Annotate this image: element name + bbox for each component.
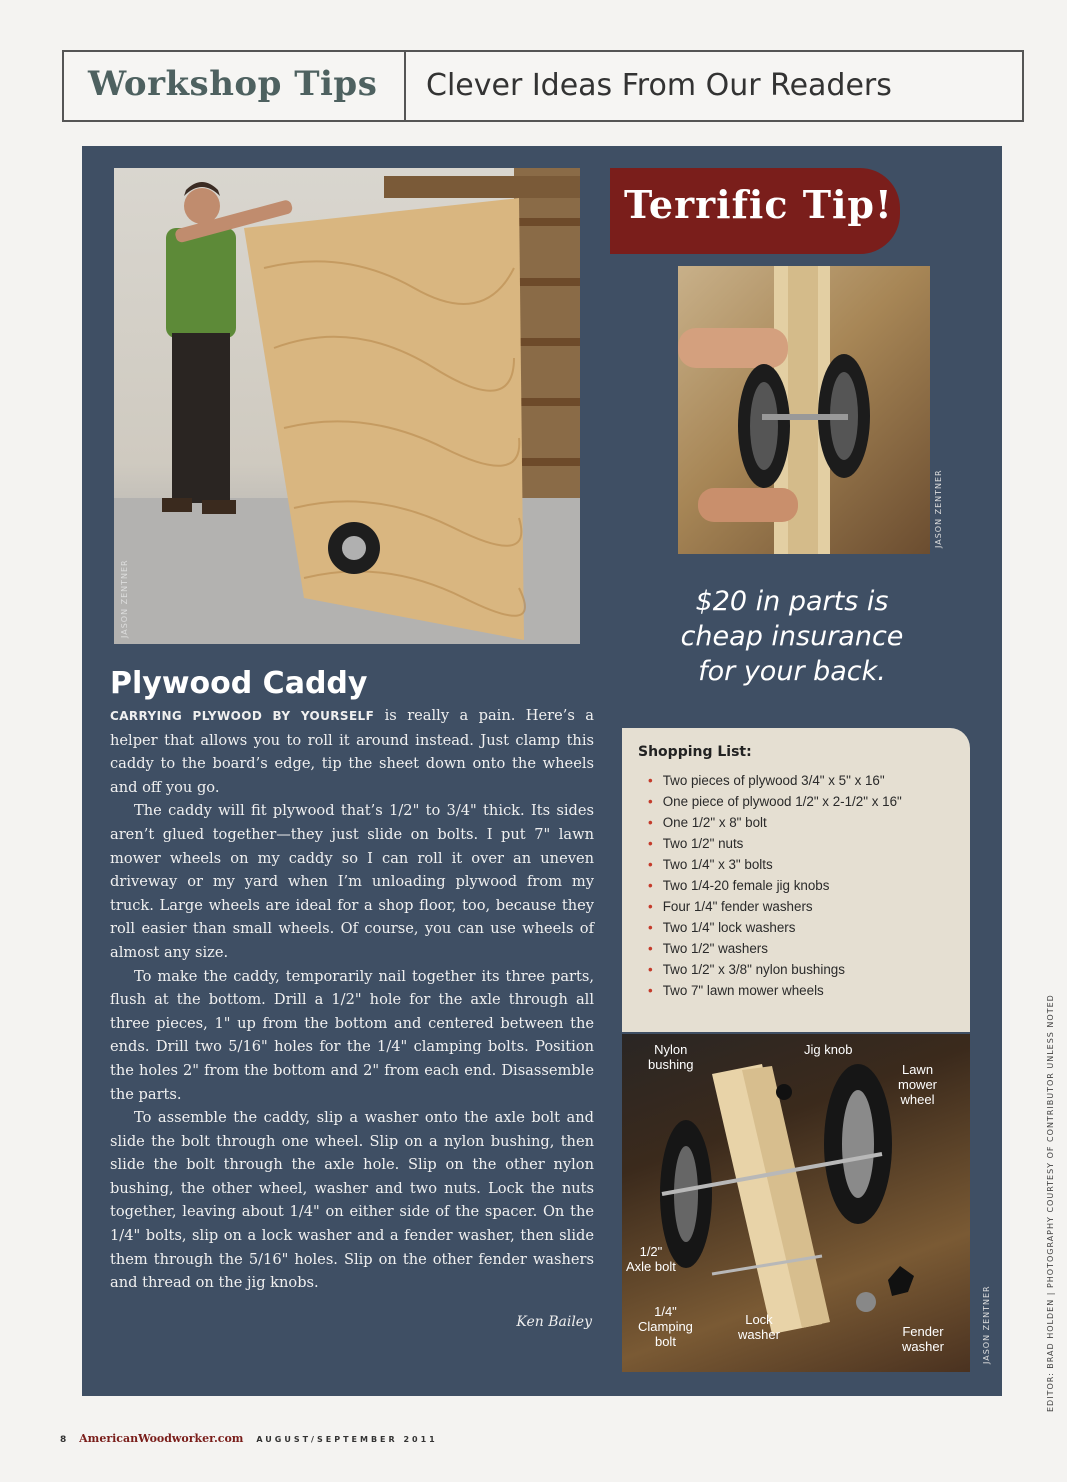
callout-line: bushing xyxy=(648,1057,694,1072)
callout-lawn-mower-wheel xyxy=(898,1062,937,1107)
list-item: • Two 1/4-20 female jig knobs xyxy=(648,875,902,896)
pull-quote-line: cheap insurance xyxy=(680,621,904,652)
list-item: • Two 1/2" x 3/8" nylon bushings xyxy=(648,959,902,980)
page-footer xyxy=(60,1432,438,1445)
main-photo xyxy=(114,168,580,644)
callout-clamping-bolt xyxy=(638,1304,693,1349)
callout-line: Axle bolt xyxy=(626,1259,676,1274)
callout-line: 1/2" xyxy=(639,1244,663,1259)
list-item: • One piece of plywood 1/2" x 2-1/2" x 16" xyxy=(648,791,902,812)
photo-credit: JASON ZENTNER xyxy=(120,559,129,638)
callout-line: Lawn xyxy=(901,1062,934,1077)
pull-quote-line: $20 in parts is xyxy=(695,586,889,617)
man-with-plywood-illustration xyxy=(114,168,580,644)
terrific-tip-banner xyxy=(610,168,900,254)
list-item: • Two 7" lawn mower wheels xyxy=(648,980,902,1001)
photo-credit: JASON ZENTNER xyxy=(982,1285,991,1364)
parts-photo xyxy=(622,1034,991,1372)
callout-line: washer xyxy=(902,1339,944,1354)
pull-quote xyxy=(642,584,942,689)
article-title: Plywood Caddy xyxy=(110,666,368,701)
paragraph: To assemble the caddy, slip a washer onto the axle bolt and slide the bolt through one wheel. Slip on a nylon bushing, then slide the bolt through the axle hole. Slip on the other nylon bushing, the other wheel, washer and two nuts. Lock the nuts together, leaving about 1/4" on either side of the spacer. On the 1/4" bolts, slip on a lock washer and a fender washer, then slide them through the 5/16" holes. Slip on the other fender washers and thread on the jig knobs. xyxy=(110,1109,594,1292)
list-item: • Two pieces of plywood 3/4" x 5" x 16" xyxy=(648,770,902,791)
paragraph xyxy=(110,704,594,799)
section-label-box xyxy=(64,52,406,120)
detail-photo xyxy=(678,266,943,554)
section-title: Workshop Tips xyxy=(88,64,378,104)
callout-lock-washer xyxy=(738,1312,780,1342)
callout-nylon-bushing xyxy=(648,1042,694,1072)
byline: Ken Bailey xyxy=(516,1314,592,1330)
photo-credit: JASON ZENTNER xyxy=(934,469,943,548)
shopping-list-title: Shopping List: xyxy=(638,744,752,760)
list-item: • Two 1/4" x 3" bolts xyxy=(648,854,902,875)
article-panel xyxy=(82,146,1002,1396)
paragraph: To make the caddy, temporarily nail together its three parts, flush at the bottom. Drill a 1/2" hole for the axle through all three pieces, 1" up from the bottom and centered between the ends. Drill two 5/16" holes for the 1/4" clamping bolts. Position the holes 2" from the bottom and 2" from each end. Disassemble the parts. xyxy=(110,967,594,1103)
shopping-list xyxy=(648,770,902,1001)
shopping-list-box xyxy=(622,728,970,1032)
callout-line: washer xyxy=(738,1327,780,1342)
callout-line: Lock xyxy=(745,1312,773,1327)
callout-line: Fender xyxy=(902,1324,944,1339)
terrific-tip-label: Terrific Tip! xyxy=(624,182,893,227)
list-item: • One 1/2" x 8" bolt xyxy=(648,812,902,833)
callout-line: mower xyxy=(898,1077,938,1092)
paragraph-text: is really a pain. Here’s a helper that allows you to roll it around instead. Just clamp this caddy to the board’s edge, tip the sheet down onto the wheels and off you go. xyxy=(110,707,594,796)
callout-fender-washer xyxy=(902,1324,944,1354)
callout-line: bolt xyxy=(654,1334,676,1349)
callout-axle-bolt xyxy=(626,1244,676,1274)
list-item: • Two 1/2" washers xyxy=(648,938,902,959)
issue-date: AUGUST/SEPTEMBER 2011 xyxy=(256,1435,438,1444)
callout-line: Nylon xyxy=(654,1042,688,1057)
callout-line: wheel xyxy=(900,1092,935,1107)
lead-in: CARRYING PLYWOOD BY YOURSELF xyxy=(110,709,375,723)
side-credit: EDITOR: BRAD HOLDEN | PHOTOGRAPHY COURTESY OF CONTRIBUTOR UNLESS NOTED xyxy=(1046,994,1055,1412)
caddy-clamp-illustration xyxy=(678,266,930,554)
list-item: • Two 1/4" lock washers xyxy=(648,917,902,938)
list-item: • Two 1/2" nuts xyxy=(648,833,902,854)
list-item: • Four 1/4" fender washers xyxy=(648,896,902,917)
callout-line: 1/4" xyxy=(654,1304,677,1319)
section-header xyxy=(62,50,1024,122)
callout-jig-knob: Jig knob xyxy=(804,1042,853,1057)
article-body xyxy=(110,704,594,1295)
callout-line: Clamping xyxy=(638,1319,693,1334)
website-link[interactable]: AmericanWoodworker.com xyxy=(79,1432,244,1445)
pull-quote-line: for your back. xyxy=(698,656,886,687)
paragraph: The caddy will fit plywood that’s 1/2" to 3/4" thick. Its sides aren’t glued together—they just slide on bolts. I put 7" lawn mower wheels on my caddy so I can roll it over an uneven driveway or my yard when I’m unloading plywood from my truck. Large wheels are ideal for a shop floor, too, because they roll easier than small wheels. Of course, you can use wheels of almost any size. xyxy=(110,802,594,961)
page-number: 8 xyxy=(60,1435,67,1445)
section-tagline: Clever Ideas From Our Readers xyxy=(426,68,892,103)
